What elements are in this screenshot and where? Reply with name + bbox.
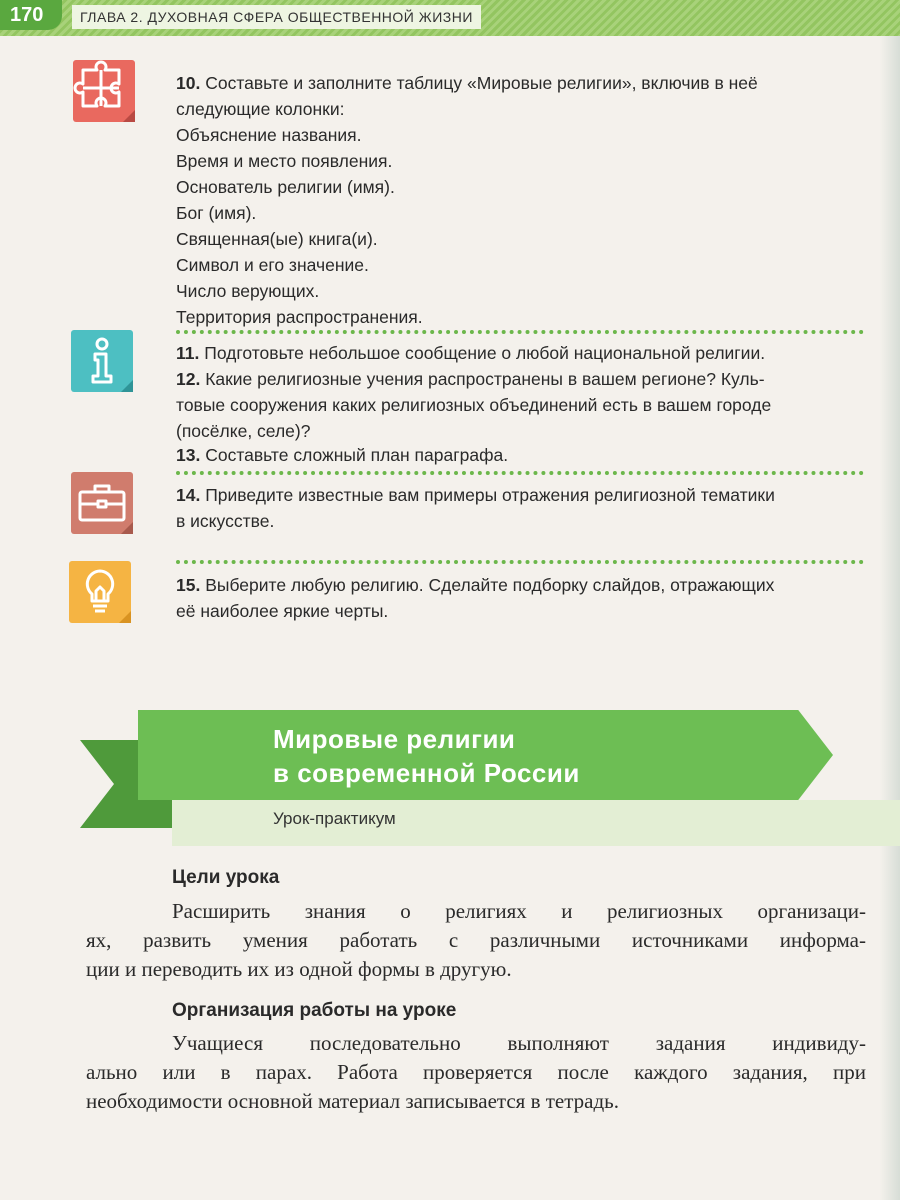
dotted-divider [176, 471, 864, 475]
dotted-divider [176, 330, 864, 334]
task-number: 14. [176, 485, 201, 505]
task-text: следующие колонки: [176, 99, 345, 119]
task-text: в искусстве. [176, 511, 275, 531]
table-column-item: Число верующих. [176, 281, 320, 301]
paragraph-line: ях, развить умения работать с различными источниками информа- [86, 928, 866, 952]
task-text: её наиболее яркие черты. [176, 601, 389, 621]
task-number: 10. [176, 73, 201, 93]
table-column-item: Территория распространения. [176, 307, 423, 327]
task-text: (посёлке, селе)? [176, 421, 311, 441]
lesson-title [273, 722, 580, 790]
lesson-title-line: Мировые религии [273, 724, 516, 754]
lesson-subtitle: Урок-практикум [273, 809, 396, 828]
table-column-item: Время и место появления. [176, 151, 393, 171]
page-header [0, 0, 900, 36]
task-number: 12. [176, 369, 201, 389]
table-column-item: Основатель религии (имя). [176, 177, 395, 197]
goals-paragraph [86, 897, 866, 984]
paragraph-line: необходимости основной материал записывается в тетрадь. [86, 1089, 619, 1113]
organization-heading: Организация работы на уроке [172, 1000, 457, 1021]
task-text: Составьте и заполните таблицу «Мировые религии», включив в неё [205, 73, 758, 93]
task-12 [176, 366, 866, 444]
page-edge-shadow [880, 36, 900, 1200]
paragraph-line: ально или в парах. Работа проверяется после каждого задания, при [86, 1060, 866, 1084]
task-text: Какие религиозные учения распространены в вашем регионе? Куль- [205, 369, 765, 389]
table-column-item: Священная(ые) книга(и). [176, 229, 378, 249]
task-number: 11. [176, 343, 200, 363]
table-column-item: Бог (имя). [176, 203, 257, 223]
task-text: товые сооружения каких религиозных объединений есть в вашем городе [176, 395, 772, 415]
task-14 [176, 482, 866, 534]
paragraph-line: ции и переводить их из одной формы в другую. [86, 957, 512, 981]
page-number: 170 [0, 0, 62, 30]
chapter-title: ГЛАВА 2. ДУХОВНАЯ СФЕРА ОБЩЕСТВЕННОЙ ЖИЗНИ [72, 5, 481, 29]
task-text: Составьте сложный план параграфа. [205, 445, 509, 465]
task-13 [176, 442, 866, 468]
lightbulb-icon [69, 561, 131, 623]
info-icon [71, 330, 133, 392]
task-15 [176, 572, 866, 624]
goals-heading: Цели урока [172, 867, 280, 888]
task-number: 15. [176, 575, 201, 595]
briefcase-icon [71, 472, 133, 534]
paragraph-line: Расширить знания о религиях и религиозных организаци- [172, 899, 866, 923]
paragraph-line: Учащиеся последовательно выполняют задания индивиду- [172, 1031, 866, 1055]
task-text: Подготовьте небольшое сообщение о любой национальной религии. [204, 343, 766, 363]
organization-paragraph [86, 1029, 866, 1116]
task-text: Приведите известные вам примеры отражения религиозной тематики [205, 485, 775, 505]
table-column-item: Объяснение названия. [176, 125, 362, 145]
task-10 [176, 70, 866, 330]
lesson-title-line: в современной России [273, 758, 580, 788]
dotted-divider [176, 560, 864, 564]
task-number: 13. [176, 445, 201, 465]
task-text: Выберите любую религию. Сделайте подборку слайдов, отражающих [205, 575, 775, 595]
task-11 [176, 340, 866, 366]
table-column-item: Символ и его значение. [176, 255, 369, 275]
puzzle-icon [73, 60, 135, 122]
